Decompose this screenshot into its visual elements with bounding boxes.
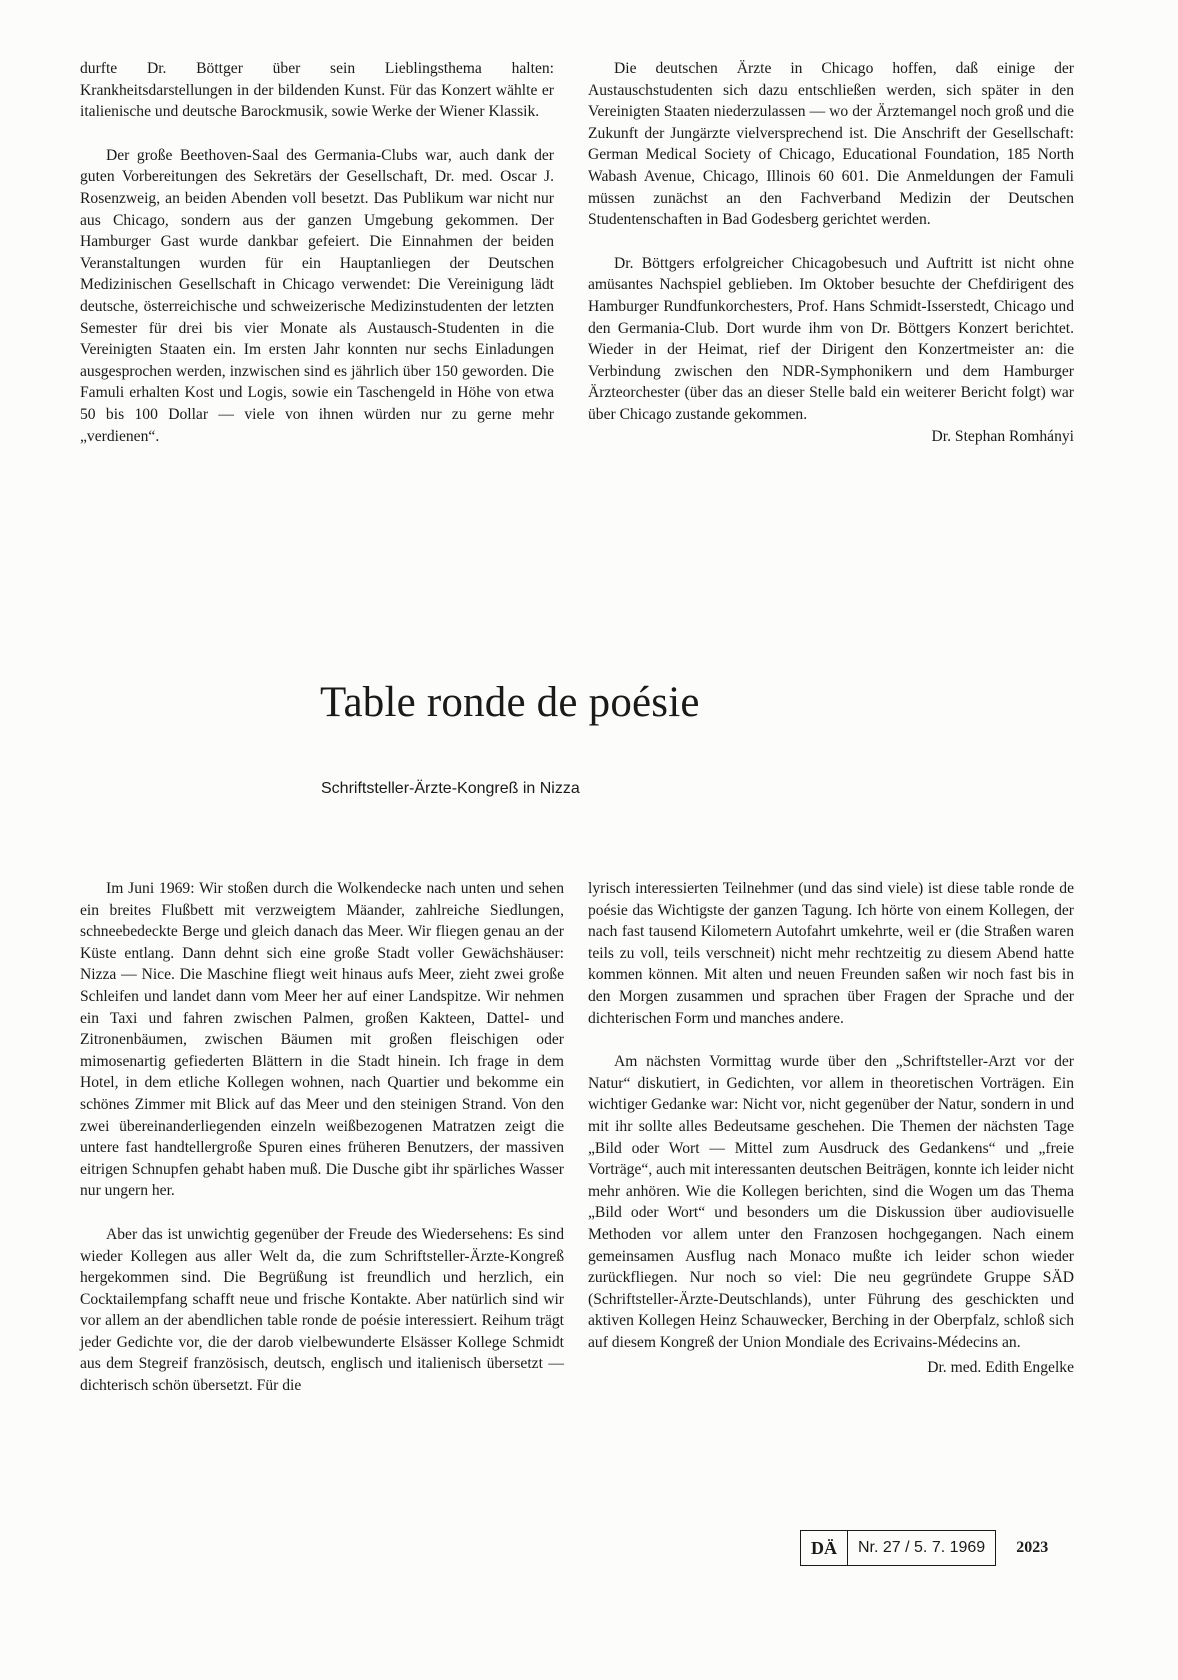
paragraph: Dr. Böttgers erfolgreicher Chicagobesuch und Auftritt ist nicht ohne amüsantes Nachspiel geblieben. Im Oktober besuchte der Chefdirigent des Hamburger Rundfunkorchesters, Prof. Hans Schmidt-Isserstedt, Chicago und den Germania-Club. Dort wurde ihm von Dr. Böttgers Konzert berichtet. Wieder in der Heimat, rief der Dirigent den Konzertmeister an: die Verbindung zwischen den NDR-Symphonikern und dem Hamburger Ärzteorchester (über das an dieser Stelle bald ein weiterer Bericht folgt) war über Chicago zustande gekommen. [588, 254, 1074, 423]
issue-info: Nr. 27 / 5. 7. 1969 [858, 1539, 986, 1556]
article-column-2 [588, 878, 1074, 1379]
top-article-column-1 [80, 58, 554, 447]
article-column-1 [80, 878, 564, 1397]
page-number: 2023 [1016, 1539, 1049, 1556]
page-footer [800, 1530, 1048, 1566]
author-signature: Dr. Stephan Romhányi [931, 427, 1074, 445]
paragraph: lyrisch interessierten Teilnehmer (und das sind viele) ist diese table ronde de poésie das Wichtigste der ganzen Tagung. Ich hörte von einem Kollegen, der nach fast tausend Kilometern Autofahrt umkehrte, weil er (die Straßen waren teils zu voll, teils verschneit) nicht mehr rechtzeitig zu diesem Abend hatte kommen können. Mit alten und neuen Freunden saßen wir noch fast bis in den Morgen zusammen und sprachen über Fragen der Sprache und der dichterischen Form und manches andere. [588, 880, 1074, 1027]
paragraph: Aber das ist unwichtig gegenüber der Freude des Wiedersehens: Es sind wieder Kollegen aus aller Welt da, die zum Schriftsteller-Ärzte-Kongreß hergekommen sind. Die Begrüßung ist freundlich und herzlich, ein Cocktailempfang schafft neue und frische Kontakte. Aber natürlich sind wir vor allem an der abendlichen table ronde de poésie interessiert. Reihum trägt jeder Gedichte vor, die der darob vielbewunderte Elsässer Kollege Schmidt aus dem Stegreif französisch, deutsch, englisch und italienisch übersetzt — dichterisch schön übersetzt. Für die [80, 1225, 564, 1395]
paragraph: Der große Beethoven-Saal des Germania-Clubs war, auch dank der guten Vorbereitungen des Sekretärs der Gesellschaft, Dr. med. Oscar J. Rosenzweig, an beiden Abenden voll besetzt. Das Publikum war nicht nur aus Chicago, sondern aus der ganzen Umgebung gekommen. Der Hamburger Gast wurde dankbar gefeiert. Die Einnahmen der beiden Veranstaltungen wurden für ein Hauptanliegen der Deutschen Medizinischen Gesellschaft in Chicago verwendet: Die Vereinigung lädt deutsche, österreichische und schweizerische Medizinstudenten der letzten Semester für drei bis vier Monate als Austausch-Studenten in die Vereinigten Staaten ein. Im ersten Jahr konnten nur sechs Einladungen ausgesprochen werden, inzwischen sind es jährlich über 150 geworden. Die Famuli erhalten Kost und Logis, sowie ein Taschengeld in Höhe von etwa 50 bis 100 Dollar — viele von ihnen würden nur zu gerne mehr „verdienen“. [80, 146, 554, 445]
paragraph: durfte Dr. Böttger über sein Lieblingsthema halten: Krankheitsdarstellungen in der bildenden Kunst. Für das Konzert wählte er italienische und deutsche Barockmusik, sowie Werke der Wiener Klassik. [80, 60, 554, 121]
article-subtitle: Schriftsteller-Ärzte-Kongreß in Nizza [321, 780, 580, 797]
paragraph: Im Juni 1969: Wir stoßen durch die Wolkendecke nach unten und sehen ein breites Flußbett mit verzweigtem Mäander, zahlreiche Siedlungen, schneebedeckte Berge und gleich danach das Meer. Wir fliegen genau an der Küste entlang. Dann dehnt sich eine große Stadt voller Gewächshäuser: Nizza — Nice. Die Maschine fliegt weit hinaus aufs Meer, zieht zwei große Schleifen und landet dann vom Meer her auf einer Landspitze. Wir nehmen ein Taxi und fahren zwischen Palmen, großen Kakteen, Dattel- und Zitronenbäumen, zwischen Bäumen mit großen fleischigen oder mimosenartig gefiederten Blättern in die Stadt hinein. Ich frage in dem Hotel, in dem etliche Kollegen wohnen, nach Quartier und bekomme ein schönes Zimmer mit Blick auf das Meer und den steinigen Strand. Von den zwei übereinanderliegenden einzeln weißbezogenen Matratzen zeigt die untere fast handtellergroße Spuren eines früheren Benutzers, der massiven eitrigen Schnupfen gehabt haben muß. Die Dusche gibt ihr spärliches Wasser nur ungern her. [80, 880, 564, 1200]
article-title: Table ronde de poésie [320, 679, 700, 726]
author-signature: Dr. med. Edith Engelke [927, 1359, 1074, 1377]
issue-box [800, 1530, 996, 1566]
paragraph: Die deutschen Ärzte in Chicago hoffen, daß einige der Austauschstudenten sich dazu entschließen werden, sich später in den Vereinigten Staaten niederzulassen — wo der Ärztemangel noch groß und die Zukunft der Jungärzte vielversprechend ist. Die Anschrift der Gesellschaft: German Medical Society of Chicago, Educational Foundation, 185 North Wabash Avenue, Chicago, Illinois 60 601. Die Anmeldungen der Famuli müssen zunächst an den Fachverband Medizin der Deutschen Studentenschaften in Bad Godesberg gerichtet werden. [588, 60, 1074, 229]
journal-logo: DÄ [801, 1531, 848, 1565]
paragraph: Am nächsten Vormittag wurde über den „Schriftsteller-Arzt vor der Natur“ diskutiert, in Gedichten, vor allem in theoretischen Vorträgen. Ein wichtiger Gedanke war: Nicht vor, nicht gegenüber der Natur, sondern in und mit ihr sollte alles Bedeutsame geschehen. Die Themen der nächsten Tage „Bild oder Wort — Mittel zum Ausdruck des Gedankens“ und „freie Vorträge“, auch mit interessanten deutschen Beiträgen, konnte ich leider nicht mehr anhören. Wie die Kollegen berichten, sind die Wogen um das Thema „Bild oder Wort“ und besonders um die Diskussion über audiovisuelle Methoden vor allem unter den Franzosen hochgegangen. Nach einem gemeinsamen Ausflug nach Monaco mußte ich leider schon wieder zurückfliegen. Nur noch so viel: Die neu gegründete Gruppe SÄD (Schriftsteller-Ärzte-Deutschlands), unter Führung des geschickten und aktiven Kollegen Heinz Schauwecker, Berching in der Oberpfalz, schloß sich auf diesem Kongreß der Union Mondiale des Ecrivains-Médecins an. [588, 1053, 1074, 1351]
top-article-column-2 [588, 58, 1074, 447]
